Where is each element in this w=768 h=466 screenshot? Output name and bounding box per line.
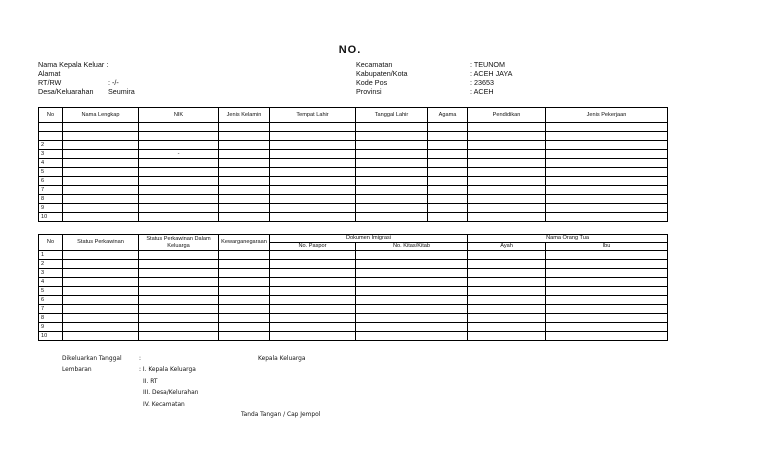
table-cell <box>356 150 428 159</box>
table-cell <box>546 305 668 314</box>
table-row <box>39 141 668 150</box>
table-row <box>39 159 668 168</box>
table-cell <box>356 251 468 260</box>
col-agama: Agama <box>428 108 468 123</box>
table-cell <box>219 260 270 269</box>
table-cell <box>468 278 546 287</box>
table-cell <box>468 213 546 222</box>
info-label: Kecamatan <box>356 60 393 69</box>
info-row-kodepos <box>356 78 576 87</box>
row-number: 5 <box>39 287 63 296</box>
lembaran-item: II. RT <box>143 378 158 385</box>
table-row <box>39 213 668 222</box>
table-cell <box>139 177 219 186</box>
table-row <box>39 323 668 332</box>
table-cell <box>356 186 428 195</box>
table-row <box>39 132 668 141</box>
table-cell <box>139 204 219 213</box>
table-cell <box>546 251 668 260</box>
table-cell <box>270 332 356 341</box>
lembaran-item: III. Desa/Kelurahan <box>143 390 199 396</box>
table-cell <box>356 332 468 341</box>
row-number: 8 <box>39 314 63 323</box>
table-cell <box>356 195 428 204</box>
table-cell <box>139 168 219 177</box>
table-cell <box>356 168 428 177</box>
table-cell <box>270 186 356 195</box>
table-cell <box>63 177 139 186</box>
table-row <box>39 296 668 305</box>
table-cell <box>468 323 546 332</box>
info-value: : TEUNOM <box>470 60 506 69</box>
table-cell <box>139 195 219 204</box>
row-number: 7 <box>39 305 63 314</box>
table-cell <box>356 314 468 323</box>
table-cell <box>270 251 356 260</box>
table-cell <box>139 159 219 168</box>
table-cell <box>356 296 468 305</box>
table-cell <box>139 323 219 332</box>
table-cell <box>270 323 356 332</box>
info-label: Kode Pos <box>356 78 388 87</box>
col-no: No <box>39 108 63 123</box>
table-cell <box>546 159 668 168</box>
table-cell <box>219 323 270 332</box>
table-cell <box>63 305 139 314</box>
row-number: 7 <box>39 186 63 195</box>
table-cell <box>468 296 546 305</box>
table-cell <box>356 278 468 287</box>
info-value: : -/- <box>108 78 119 87</box>
info-value: : ACEH JAYA <box>470 69 513 78</box>
table-cell <box>139 132 219 141</box>
info-label: Alamat <box>38 69 61 78</box>
table-cell <box>270 195 356 204</box>
table-cell <box>270 314 356 323</box>
table-cell <box>219 168 270 177</box>
row-number: 4 <box>39 278 63 287</box>
table-row <box>39 168 668 177</box>
table-cell <box>356 132 428 141</box>
row-number <box>39 132 63 141</box>
table-cell <box>546 296 668 305</box>
table-cell <box>63 323 139 332</box>
table-row <box>39 195 668 204</box>
table-cell <box>219 269 270 278</box>
table-row <box>39 251 668 260</box>
table-cell <box>63 159 139 168</box>
footer-dikeluarkan-label: Dikeluarkan Tanggal <box>62 356 122 362</box>
lembaran-item: : I. Kepala Keluarga <box>139 367 196 373</box>
table-row <box>39 260 668 269</box>
row-number: 2 <box>39 141 63 150</box>
col-nama-lengkap: Nama Lengkap <box>63 108 139 123</box>
col-tempat-lahir: Tempat Lahir <box>270 108 356 123</box>
table-cell <box>139 287 219 296</box>
row-number: 6 <box>39 177 63 186</box>
table-spacer-row <box>39 123 668 132</box>
table-cell <box>356 287 468 296</box>
table-cell <box>63 204 139 213</box>
table-cell <box>63 213 139 222</box>
table-cell <box>428 195 468 204</box>
row-number: 5 <box>39 168 63 177</box>
table-cell <box>356 141 428 150</box>
table-cell <box>428 204 468 213</box>
table-cell <box>356 177 428 186</box>
table-cell <box>139 141 219 150</box>
table-row <box>39 287 668 296</box>
table-cell <box>270 177 356 186</box>
table-cell <box>63 269 139 278</box>
table-cell <box>139 332 219 341</box>
table-cell <box>219 204 270 213</box>
info-row-kabupaten <box>356 69 576 78</box>
info-value: : 23653 <box>470 78 494 87</box>
row-number: 3 <box>39 269 63 278</box>
table-cell <box>219 296 270 305</box>
table-cell <box>356 305 468 314</box>
info-label: RT/RW <box>38 78 62 87</box>
table-cell <box>270 141 356 150</box>
table-cell <box>270 278 356 287</box>
table-cell <box>219 287 270 296</box>
row-number: 10 <box>39 213 63 222</box>
col-pendidikan: Pendidikan <box>468 108 546 123</box>
table-cell <box>63 132 139 141</box>
footer-dikeluarkan-colon: : <box>139 356 141 362</box>
table-cell <box>468 305 546 314</box>
table-row <box>39 177 668 186</box>
footer-lembaran-list <box>139 365 198 411</box>
lembaran-item: IV. Kecamatan <box>143 401 185 408</box>
table-cell <box>546 132 668 141</box>
table-cell <box>546 168 668 177</box>
table-cell <box>63 296 139 305</box>
table-cell <box>219 177 270 186</box>
nik-cell: - <box>139 150 219 159</box>
col-ibu: Ibu <box>546 243 668 251</box>
col-status-perkawinan: Status Perkawinan <box>63 235 139 251</box>
table-cell <box>546 269 668 278</box>
document-title: NO. <box>338 44 362 56</box>
table-cell <box>270 296 356 305</box>
info-row-kepala <box>38 60 108 69</box>
col-ayah: Ayah <box>468 243 546 251</box>
table-cell <box>428 132 468 141</box>
table-row <box>39 305 668 314</box>
table-cell <box>139 296 219 305</box>
table-cell <box>546 177 668 186</box>
info-row-desa <box>38 87 135 96</box>
right-info <box>356 60 576 96</box>
col-kewarganegaraan: Kewarganegaraan <box>219 235 270 251</box>
table-cell <box>428 177 468 186</box>
table-cell <box>219 195 270 204</box>
table-cell <box>468 287 546 296</box>
info-row-kecamatan <box>356 60 576 69</box>
table-cell <box>546 150 668 159</box>
table-cell <box>546 332 668 341</box>
info-label: Provinsi <box>356 87 382 96</box>
info-label: Kabupaten/Kota <box>356 69 408 78</box>
col-nik: NIK <box>139 108 219 123</box>
table-cell <box>468 150 546 159</box>
table-row <box>39 204 668 213</box>
info-value: Seumira <box>108 87 135 96</box>
row-number: 8 <box>39 195 63 204</box>
info-row-alamat <box>38 69 108 78</box>
table-cell <box>139 278 219 287</box>
table-cell <box>546 195 668 204</box>
table-cell <box>219 314 270 323</box>
table-row <box>39 186 668 195</box>
table-row <box>39 269 668 278</box>
family-members-table <box>38 107 668 222</box>
table-cell <box>63 141 139 150</box>
table-cell <box>270 269 356 278</box>
footer-kepala-keluarga: Kepala Keluarga <box>258 356 306 362</box>
table-cell <box>546 141 668 150</box>
table-cell <box>139 251 219 260</box>
table-cell <box>139 186 219 195</box>
row-number: 4 <box>39 159 63 168</box>
table-cell <box>356 260 468 269</box>
table-cell <box>219 150 270 159</box>
info-label: Nama Kepala Keluar : <box>38 60 109 69</box>
table-cell <box>219 132 270 141</box>
table-cell <box>546 204 668 213</box>
table-cell <box>468 260 546 269</box>
col-nama-orang-tua: Nama Orang Tua <box>468 235 668 243</box>
family-status-table <box>38 234 668 341</box>
col-jenis-kelamin: Jenis Kelamin <box>219 108 270 123</box>
table-cell <box>63 168 139 177</box>
table-cell <box>546 260 668 269</box>
table-cell <box>468 251 546 260</box>
table-cell <box>270 204 356 213</box>
table-cell <box>219 332 270 341</box>
table-cell <box>546 314 668 323</box>
info-row-rtrw <box>38 78 119 87</box>
col-tanggal-lahir: Tanggal Lahir <box>356 108 428 123</box>
col-jenis-pekerjaan: Jenis Pekerjaan <box>546 108 668 123</box>
table-cell <box>219 213 270 222</box>
table-row <box>39 150 668 159</box>
left-info <box>38 60 135 96</box>
table-cell <box>356 204 428 213</box>
table-cell <box>428 186 468 195</box>
table-cell <box>356 269 468 278</box>
table-cell <box>219 159 270 168</box>
col-no: No <box>39 235 63 251</box>
table-row <box>39 314 668 323</box>
table-cell <box>468 141 546 150</box>
table-cell <box>63 260 139 269</box>
table-cell <box>468 177 546 186</box>
table-cell <box>219 278 270 287</box>
table-cell <box>63 332 139 341</box>
table-cell <box>63 314 139 323</box>
table-cell <box>139 269 219 278</box>
table-cell <box>468 332 546 341</box>
table-cell <box>270 159 356 168</box>
table-cell <box>468 269 546 278</box>
table-cell <box>468 195 546 204</box>
row-number: 10 <box>39 332 63 341</box>
table-cell <box>468 314 546 323</box>
table-cell <box>139 213 219 222</box>
table-cell <box>270 168 356 177</box>
table-cell <box>219 305 270 314</box>
table-cell <box>139 314 219 323</box>
info-value: : ACEH <box>470 87 494 96</box>
table-cell <box>270 213 356 222</box>
table-cell <box>63 251 139 260</box>
col-status-dalam-keluarga: Status Perkawinan Dalam Keluarga <box>139 235 219 251</box>
table-cell <box>219 186 270 195</box>
col-no-kitas: No. Kitas/Kitab <box>356 243 468 251</box>
table-row <box>39 278 668 287</box>
table-cell <box>270 132 356 141</box>
table-cell <box>356 213 428 222</box>
table-cell <box>546 323 668 332</box>
table-cell <box>270 150 356 159</box>
footer-lembaran-label: Lembaran <box>62 367 92 373</box>
row-number: 1 <box>39 251 63 260</box>
table-cell <box>428 168 468 177</box>
table-cell <box>468 132 546 141</box>
table-cell <box>63 287 139 296</box>
table-header-row <box>39 235 668 243</box>
table-cell <box>468 168 546 177</box>
table-cell <box>546 278 668 287</box>
table-cell <box>63 150 139 159</box>
table-cell <box>468 186 546 195</box>
table-cell <box>468 204 546 213</box>
table-cell <box>139 305 219 314</box>
table-cell <box>546 186 668 195</box>
table-cell <box>63 186 139 195</box>
row-number: 2 <box>39 260 63 269</box>
table-cell <box>546 287 668 296</box>
row-number: 9 <box>39 204 63 213</box>
table-cell <box>270 287 356 296</box>
table-cell <box>428 159 468 168</box>
table-cell <box>63 195 139 204</box>
table-cell <box>270 260 356 269</box>
table-cell <box>356 159 428 168</box>
table-header-row <box>39 108 668 123</box>
row-number: 6 <box>39 296 63 305</box>
row-number: 3 <box>39 150 63 159</box>
col-dokumen-imigrasi: Dokumen Imigrasi <box>270 235 468 243</box>
footer-tanda-tangan: Tanda Tangan / Cap Jempol <box>241 412 321 418</box>
table-cell <box>356 323 468 332</box>
row-number: 9 <box>39 323 63 332</box>
info-row-provinsi <box>356 87 576 96</box>
info-label: Desa/Keluarahan <box>38 87 94 96</box>
table-cell <box>219 141 270 150</box>
col-no-paspor: No. Paspor <box>270 243 356 251</box>
table-cell <box>546 213 668 222</box>
table-cell <box>428 141 468 150</box>
table-cell <box>428 150 468 159</box>
table-cell <box>219 251 270 260</box>
table-cell <box>428 213 468 222</box>
table-cell <box>139 260 219 269</box>
table-cell <box>63 278 139 287</box>
table-row <box>39 332 668 341</box>
table-cell <box>468 159 546 168</box>
table-cell <box>270 305 356 314</box>
